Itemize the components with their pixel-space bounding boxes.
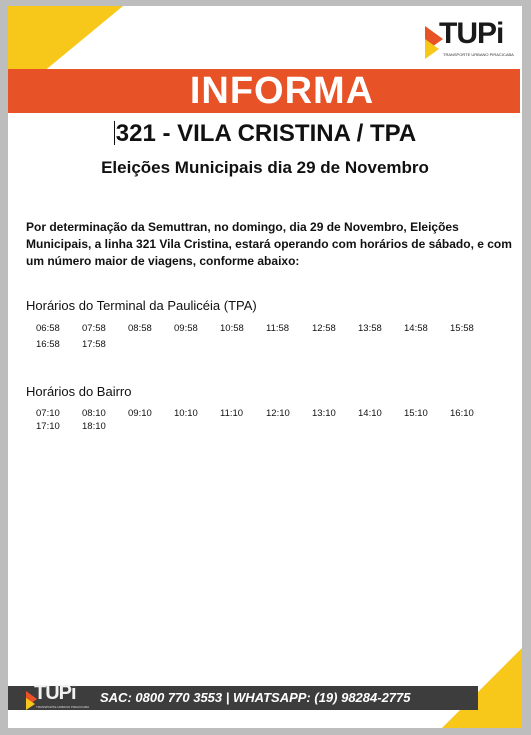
informa-banner xyxy=(8,69,520,113)
departure-time: 11:58 xyxy=(266,323,290,334)
logo-wordmark: TUPi xyxy=(439,17,504,50)
departure-time: 14:10 xyxy=(358,408,382,419)
departure-time: 16:58 xyxy=(36,339,60,350)
departure-time: 09:58 xyxy=(174,323,198,334)
flyer-page xyxy=(8,6,522,728)
departure-time: 13:10 xyxy=(312,408,336,419)
departure-time: 07:58 xyxy=(82,323,106,334)
departure-time: 12:10 xyxy=(266,408,290,419)
tupi-logo-footer xyxy=(26,682,90,712)
subtitle: Eleições Municipais dia 29 de Novembro xyxy=(101,158,429,177)
bairro-schedule-heading: Horários do Bairro xyxy=(26,384,132,399)
terminal-schedule-times xyxy=(36,321,496,353)
departure-time: 13:58 xyxy=(358,323,382,334)
departure-time: 12:58 xyxy=(312,323,336,334)
departure-time: 07:10 xyxy=(36,408,60,419)
text-cursor xyxy=(114,121,115,145)
departure-time: 11:10 xyxy=(220,408,244,419)
bairro-schedule-times xyxy=(36,407,496,433)
logo-tagline: TRANSPORTE URBANO PIRACICABA xyxy=(443,52,514,57)
departure-time: 17:58 xyxy=(82,339,106,350)
line-title: 321 - VILA CRISTINA / TPA xyxy=(115,120,417,147)
line-title-row xyxy=(8,120,522,148)
departure-time: 15:58 xyxy=(450,323,474,334)
departure-time: 16:10 xyxy=(450,408,474,419)
departure-time: 09:10 xyxy=(128,408,152,419)
departure-time: 08:58 xyxy=(128,323,152,334)
logo-tagline: TRANSPORTE URBANO PIRACICABA xyxy=(36,705,90,709)
notice-text: Por determinação da Semuttran, no domingo, dia 29 de Novembro, Eleições Municipais, a linha 321 Vila Cristina, estará operando com horários de sábado, e com um número maior de viagens, conforme abaixo: xyxy=(26,220,512,268)
banner-title: INFORMA xyxy=(189,70,375,112)
footer-contact: SAC: 0800 770 3553 | WHATSAPP: (19) 98284-2775 xyxy=(100,690,411,705)
departure-time: 15:10 xyxy=(404,408,428,419)
departure-time: 10:58 xyxy=(220,323,244,334)
logo-wordmark: TUPi xyxy=(34,682,76,704)
departure-time: 08:10 xyxy=(82,408,106,419)
departure-time: 18:10 xyxy=(82,421,106,432)
departure-time: 17:10 xyxy=(36,421,60,432)
departure-time: 14:58 xyxy=(404,323,428,334)
logo-arrow-accent-icon xyxy=(425,39,439,59)
tupi-logo xyxy=(423,16,513,64)
departure-time: 10:10 xyxy=(174,408,198,419)
departure-time: 06:58 xyxy=(36,323,60,334)
terminal-schedule-heading: Horários do Terminal da Paulicéia (TPA) xyxy=(26,298,257,313)
